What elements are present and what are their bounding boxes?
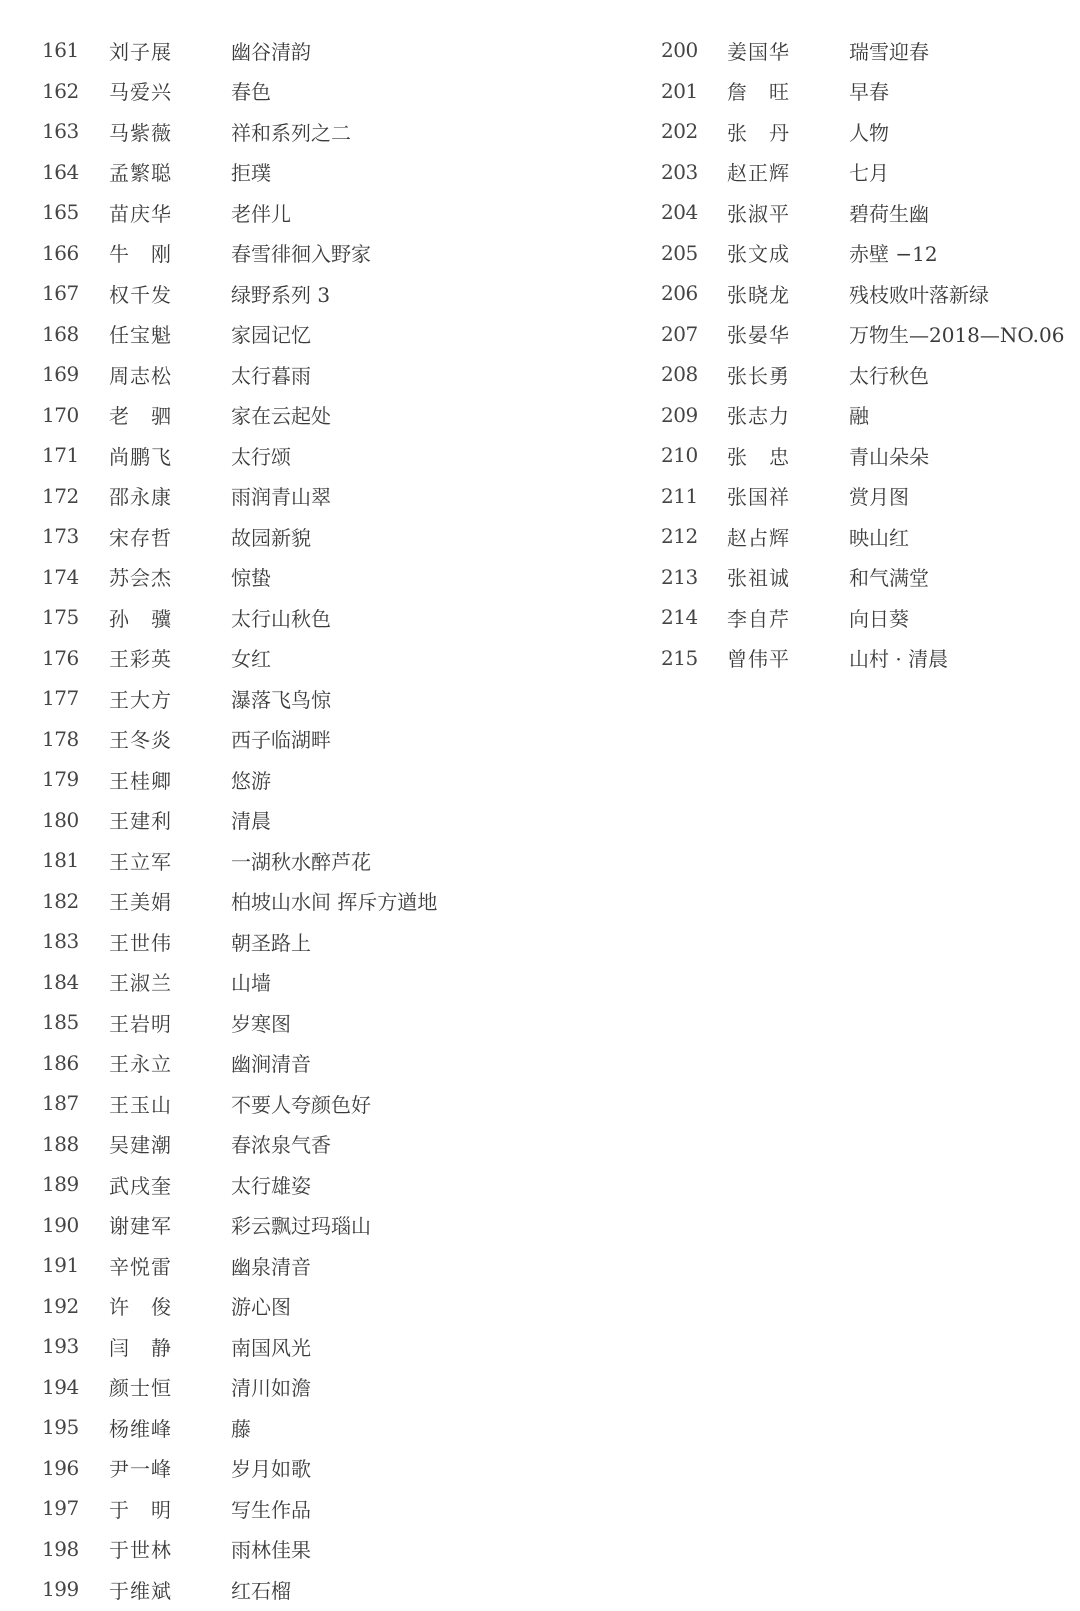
artist-name: 宋存哲 bbox=[109, 525, 172, 550]
entry-number: 206 bbox=[661, 281, 698, 306]
entry-number: 200 bbox=[661, 38, 698, 63]
artist-name: 颜士恒 bbox=[109, 1376, 172, 1401]
artist-name: 张国祥 bbox=[727, 485, 790, 510]
work-title: 红石榴 bbox=[231, 1578, 291, 1603]
work-title: 藤 bbox=[231, 1416, 251, 1441]
list-item bbox=[42, 921, 437, 962]
artist-name: 邵永康 bbox=[109, 485, 172, 510]
entry-number: 163 bbox=[42, 119, 79, 144]
entry-number: 212 bbox=[661, 524, 698, 549]
list-item bbox=[661, 192, 1064, 233]
work-title: 绿野系列 3 bbox=[231, 282, 331, 307]
work-title: 映山红 bbox=[849, 525, 909, 550]
entry-number: 172 bbox=[42, 483, 79, 508]
artist-name: 刘子展 bbox=[109, 39, 172, 64]
work-title: 清川如澹 bbox=[231, 1376, 311, 1401]
list-item bbox=[42, 233, 437, 274]
work-title: 早春 bbox=[849, 80, 889, 105]
work-title: 融 bbox=[849, 404, 869, 429]
artist-name: 张晏华 bbox=[727, 323, 790, 348]
list-item bbox=[42, 1488, 437, 1529]
work-title: 瀑落飞鸟惊 bbox=[231, 687, 331, 712]
work-title: 岁寒图 bbox=[231, 1011, 291, 1036]
list-item bbox=[661, 395, 1064, 436]
entry-number: 199 bbox=[42, 1577, 79, 1602]
work-title: 太行雄姿 bbox=[231, 1173, 311, 1198]
list-item bbox=[661, 273, 1064, 314]
list-item bbox=[661, 354, 1064, 395]
artist-name: 武戌奎 bbox=[109, 1173, 172, 1198]
entry-number: 211 bbox=[661, 483, 698, 508]
artist-name: 王大方 bbox=[109, 687, 172, 712]
list-item bbox=[42, 1326, 437, 1367]
work-title: 碧荷生幽 bbox=[849, 201, 929, 226]
artist-name: 王岩明 bbox=[109, 1011, 172, 1036]
artist-name: 于世林 bbox=[109, 1538, 172, 1563]
artist-name: 权千发 bbox=[109, 282, 172, 307]
entry-number: 188 bbox=[42, 1131, 79, 1156]
work-title: 向日葵 bbox=[849, 606, 909, 631]
entry-number: 196 bbox=[42, 1455, 79, 1480]
list-item bbox=[42, 1286, 437, 1327]
list-item bbox=[42, 152, 437, 193]
list-item bbox=[42, 597, 437, 638]
entry-number: 170 bbox=[42, 402, 79, 427]
entry-number: 215 bbox=[661, 645, 698, 670]
entry-number: 185 bbox=[42, 1010, 79, 1035]
entry-number: 167 bbox=[42, 281, 79, 306]
entry-number: 175 bbox=[42, 605, 79, 630]
list-item bbox=[42, 435, 437, 476]
work-title: 青山朵朵 bbox=[849, 444, 929, 469]
work-title: 南国风光 bbox=[231, 1335, 311, 1360]
list-item bbox=[661, 314, 1064, 355]
artist-name: 王世伟 bbox=[109, 930, 172, 955]
work-title: 悠游 bbox=[231, 768, 271, 793]
work-title: 万物生—2018—NO.06 bbox=[849, 323, 1065, 348]
entry-number: 165 bbox=[42, 200, 79, 225]
list-item bbox=[42, 516, 437, 557]
entry-number: 203 bbox=[661, 159, 698, 184]
list-item bbox=[661, 30, 1064, 71]
work-title: 春浓泉气香 bbox=[231, 1133, 331, 1158]
list-item bbox=[42, 1043, 437, 1084]
entry-number: 190 bbox=[42, 1212, 79, 1237]
list-item bbox=[42, 1367, 437, 1408]
work-title: 雨润青山翠 bbox=[231, 485, 331, 510]
entry-number: 198 bbox=[42, 1536, 79, 1561]
artist-name: 孟繁聪 bbox=[109, 161, 172, 186]
entry-number: 195 bbox=[42, 1415, 79, 1440]
entry-number: 201 bbox=[661, 78, 698, 103]
work-title: 雨林佳果 bbox=[231, 1538, 311, 1563]
list-item bbox=[42, 395, 437, 436]
work-title: 人物 bbox=[849, 120, 889, 145]
entry-number: 208 bbox=[661, 362, 698, 387]
work-title: 幽泉清音 bbox=[231, 1254, 311, 1279]
work-title: 彩云飘过玛瑙山 bbox=[231, 1214, 371, 1239]
list-item bbox=[42, 1002, 437, 1043]
list-item bbox=[42, 638, 437, 679]
entry-number: 164 bbox=[42, 159, 79, 184]
entry-number: 183 bbox=[42, 929, 79, 954]
artist-name: 张文成 bbox=[727, 242, 790, 267]
list-item bbox=[42, 800, 437, 841]
artist-name: 苏会杰 bbox=[109, 566, 172, 591]
entry-number: 180 bbox=[42, 807, 79, 832]
list-item bbox=[661, 476, 1064, 517]
artist-name: 王冬炎 bbox=[109, 728, 172, 753]
artist-name: 马爱兴 bbox=[109, 80, 172, 105]
entry-number: 166 bbox=[42, 240, 79, 265]
work-title: 故园新貌 bbox=[231, 525, 311, 550]
work-title: 春雪徘徊入野家 bbox=[231, 242, 371, 267]
list-item bbox=[42, 476, 437, 517]
artist-name: 赵占辉 bbox=[727, 525, 790, 550]
artist-name: 王淑兰 bbox=[109, 971, 172, 996]
artist-name: 牛 刚 bbox=[109, 242, 172, 267]
entry-number: 194 bbox=[42, 1374, 79, 1399]
artist-name: 曾伟平 bbox=[727, 647, 790, 672]
work-title: 一湖秋水醉芦花 bbox=[231, 849, 371, 874]
entry-number: 214 bbox=[661, 605, 698, 630]
artist-name: 闫 静 bbox=[109, 1335, 172, 1360]
entry-number: 213 bbox=[661, 564, 698, 589]
work-title: 赏月图 bbox=[849, 485, 909, 510]
entry-number: 161 bbox=[42, 38, 79, 63]
artist-name: 尚鹏飞 bbox=[109, 444, 172, 469]
work-title: 幽谷清韵 bbox=[231, 39, 311, 64]
artist-name: 王玉山 bbox=[109, 1092, 172, 1117]
artist-name: 张 丹 bbox=[727, 120, 790, 145]
entry-number: 205 bbox=[661, 240, 698, 265]
work-title: 山墙 bbox=[231, 971, 271, 996]
artist-name: 张淑平 bbox=[727, 201, 790, 226]
artist-name: 许 俊 bbox=[109, 1295, 172, 1320]
entry-number: 202 bbox=[661, 119, 698, 144]
artist-name: 吴建潮 bbox=[109, 1133, 172, 1158]
artist-name: 杨维峰 bbox=[109, 1416, 172, 1441]
work-title: 游心图 bbox=[231, 1295, 291, 1320]
list-item bbox=[661, 597, 1064, 638]
work-title: 七月 bbox=[849, 161, 889, 186]
artist-name: 马紫薇 bbox=[109, 120, 172, 145]
work-title: 拒璞 bbox=[231, 161, 271, 186]
entry-number: 178 bbox=[42, 726, 79, 751]
work-title: 女红 bbox=[231, 647, 271, 672]
work-title: 赤壁 −12 bbox=[849, 242, 938, 267]
list-item bbox=[661, 111, 1064, 152]
artist-name: 老 驷 bbox=[109, 404, 172, 429]
entry-number: 193 bbox=[42, 1334, 79, 1359]
list-item bbox=[661, 152, 1064, 193]
list-item bbox=[42, 314, 437, 355]
artist-name: 尹一峰 bbox=[109, 1457, 172, 1482]
artist-name: 王立军 bbox=[109, 849, 172, 874]
entry-number: 177 bbox=[42, 686, 79, 711]
work-title: 惊蛰 bbox=[231, 566, 271, 591]
artist-name: 张长勇 bbox=[727, 363, 790, 388]
list-item bbox=[42, 1569, 437, 1610]
list-item bbox=[42, 962, 437, 1003]
entry-number: 186 bbox=[42, 1050, 79, 1075]
entry-number: 182 bbox=[42, 888, 79, 913]
artist-name: 张志力 bbox=[727, 404, 790, 429]
list-item bbox=[42, 1448, 437, 1489]
artist-name: 王永立 bbox=[109, 1052, 172, 1077]
work-title: 太行颂 bbox=[231, 444, 291, 469]
entry-number: 173 bbox=[42, 524, 79, 549]
artist-name: 于维斌 bbox=[109, 1578, 172, 1603]
list-item bbox=[42, 71, 437, 112]
artist-name: 詹 旺 bbox=[727, 80, 790, 105]
artist-name: 赵正辉 bbox=[727, 161, 790, 186]
artist-name: 辛悦雷 bbox=[109, 1254, 172, 1279]
work-title: 写生作品 bbox=[231, 1497, 311, 1522]
work-title: 瑞雪迎春 bbox=[849, 39, 929, 64]
work-title: 春色 bbox=[231, 80, 271, 105]
list-item bbox=[661, 638, 1064, 679]
work-title: 不要人夸颜色好 bbox=[231, 1092, 371, 1117]
entry-number: 204 bbox=[661, 200, 698, 225]
list-item bbox=[42, 354, 437, 395]
list-item bbox=[42, 719, 437, 760]
work-title: 残枝败叶落新绿 bbox=[849, 282, 989, 307]
list-item bbox=[42, 1083, 437, 1124]
entry-number: 192 bbox=[42, 1293, 79, 1318]
work-title: 家园记忆 bbox=[231, 323, 311, 348]
entry-number: 209 bbox=[661, 402, 698, 427]
artist-name: 王美娟 bbox=[109, 890, 172, 915]
entry-number: 179 bbox=[42, 767, 79, 792]
list-item bbox=[42, 111, 437, 152]
entry-number: 184 bbox=[42, 969, 79, 994]
entry-number: 187 bbox=[42, 1091, 79, 1116]
artist-name: 张祖诚 bbox=[727, 566, 790, 591]
list-item bbox=[42, 1164, 437, 1205]
artist-name: 王桂卿 bbox=[109, 768, 172, 793]
entry-number: 169 bbox=[42, 362, 79, 387]
list-item bbox=[42, 30, 437, 71]
work-title: 柏坡山水间 挥斥方遒地 bbox=[231, 890, 438, 915]
work-title: 太行暮雨 bbox=[231, 363, 311, 388]
artist-name: 张晓龙 bbox=[727, 282, 790, 307]
artist-name: 王彩英 bbox=[109, 647, 172, 672]
list-item bbox=[661, 516, 1064, 557]
list-item bbox=[42, 192, 437, 233]
work-title: 山村 · 清晨 bbox=[849, 647, 949, 672]
list-item bbox=[661, 435, 1064, 476]
artist-name: 于 明 bbox=[109, 1497, 172, 1522]
list-item bbox=[42, 881, 437, 922]
entry-number: 176 bbox=[42, 645, 79, 670]
entry-number: 191 bbox=[42, 1253, 79, 1278]
artist-name: 姜国华 bbox=[727, 39, 790, 64]
list-item bbox=[661, 71, 1064, 112]
entry-number: 210 bbox=[661, 443, 698, 468]
list-item bbox=[42, 1529, 437, 1570]
artist-name: 张 忠 bbox=[727, 444, 790, 469]
list-item bbox=[42, 1407, 437, 1448]
entry-number: 197 bbox=[42, 1496, 79, 1521]
list-item bbox=[661, 233, 1064, 274]
list-item bbox=[42, 1124, 437, 1165]
artist-name: 谢建军 bbox=[109, 1214, 172, 1239]
work-title: 祥和系列之二 bbox=[231, 120, 351, 145]
entry-number: 174 bbox=[42, 564, 79, 589]
artist-name: 王建利 bbox=[109, 809, 172, 834]
right-column bbox=[661, 30, 1064, 678]
list-item bbox=[42, 1205, 437, 1246]
entry-number: 207 bbox=[661, 321, 698, 346]
work-title: 岁月如歌 bbox=[231, 1457, 311, 1482]
list-item bbox=[42, 759, 437, 800]
work-title: 太行山秋色 bbox=[231, 606, 331, 631]
entry-number: 189 bbox=[42, 1172, 79, 1197]
entry-number: 181 bbox=[42, 848, 79, 873]
list-item bbox=[42, 273, 437, 314]
artist-name: 李自芹 bbox=[727, 606, 790, 631]
work-title: 和气满堂 bbox=[849, 566, 929, 591]
work-title: 西子临湖畔 bbox=[231, 728, 331, 753]
work-title: 朝圣路上 bbox=[231, 930, 311, 955]
work-title: 家在云起处 bbox=[231, 404, 331, 429]
list-item bbox=[42, 557, 437, 598]
list-item bbox=[42, 1245, 437, 1286]
artist-name: 周志松 bbox=[109, 363, 172, 388]
artist-name: 任宝魁 bbox=[109, 323, 172, 348]
work-title: 幽涧清音 bbox=[231, 1052, 311, 1077]
list-item bbox=[661, 557, 1064, 598]
entry-number: 162 bbox=[42, 78, 79, 103]
work-title: 老伴儿 bbox=[231, 201, 291, 226]
entry-number: 171 bbox=[42, 443, 79, 468]
list-item bbox=[42, 840, 437, 881]
artist-name: 孙 骥 bbox=[109, 606, 172, 631]
list-item bbox=[42, 678, 437, 719]
artist-name: 苗庆华 bbox=[109, 201, 172, 226]
entry-number: 168 bbox=[42, 321, 79, 346]
left-column bbox=[42, 30, 437, 1610]
work-title: 太行秋色 bbox=[849, 363, 929, 388]
work-title: 清晨 bbox=[231, 809, 271, 834]
